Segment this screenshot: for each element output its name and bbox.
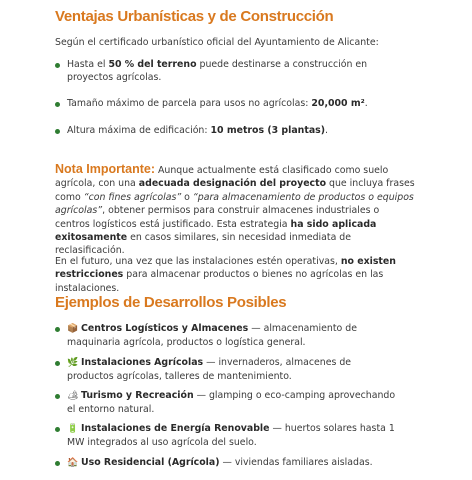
list-item-agricolas: 🌿 Instalaciones Agrícolas — invernaderos, almacenes de productos agrícolas, talleres de mantenimiento. (67, 356, 397, 384)
section-title-ventajas: Ventajas Urbanísticas y de Construcción (55, 8, 334, 25)
list-item-residencial: 🏠 Uso Residencial (Agrícola) — viviendas familiares aisladas. (67, 456, 397, 470)
bullet-icon (55, 63, 60, 68)
intro-text: Según el certificado urbanístico oficial del Ayuntamiento de Alicante: (55, 37, 379, 48)
bullet-icon (55, 361, 60, 366)
list-item-energia: 🔋 Instalaciones de Energía Renovable — huertos solares hasta 1 MW integrados al uso agrícola del suelo. (67, 422, 397, 450)
list-item-turismo: 🏕 Turismo y Recreación — glamping o eco-camping aprovechando el entorno natural. (67, 389, 397, 417)
note-paragraph: Nota Importante: Aunque actualmente está clasificado como suelo agrícola, con una adecuada designación del proyecto que incluya frases como “con fines agrícolas” o “para almacenamiento de productos o equipos agrícolas”, obtener permisos para construir almacenes industriales o centros logísticos está justificado. Esta estrategia ha sido aplicada exitosamente en casos similares, sin necesidad inmediata de reclasificación. (55, 162, 415, 257)
bullet-icon (55, 461, 60, 466)
camping-icon: 🏕 (67, 391, 79, 401)
bullet-icon (55, 102, 60, 107)
list-item-altura: Altura máxima de edificación: 10 metros (3 plantas). (67, 124, 397, 137)
note-label: Nota Importante: (55, 162, 155, 176)
list-item-parcela: Tamaño máximo de parcela para usos no agrícolas: 20,000 m². (67, 97, 397, 110)
bullet-icon (55, 394, 60, 399)
bullet-icon (55, 129, 60, 134)
section-title-ejemplos: Ejemplos de Desarrollos Posibles (55, 294, 287, 311)
herb-icon: 🌿 (67, 358, 79, 368)
future-paragraph: En el futuro, una vez que las instalaciones estén operativas, no existen restricciones para almacenar productos o bienes no agrícolas en las instalaciones. (55, 256, 396, 294)
list-item-logistica: 📦 Centros Logísticos y Almacenes — almacenamiento de maquinaria agrícola, productos o logística general. (67, 322, 397, 350)
bullet-icon (55, 427, 60, 432)
package-icon: 📦 (67, 324, 79, 334)
battery-icon: 🔋 (67, 424, 79, 434)
house-icon: 🏠 (67, 458, 79, 468)
bullet-icon (55, 327, 60, 332)
list-item-terreno: Hasta el 50 % del terreno puede destinarse a construcción en proyectos agrícolas. (67, 58, 397, 85)
